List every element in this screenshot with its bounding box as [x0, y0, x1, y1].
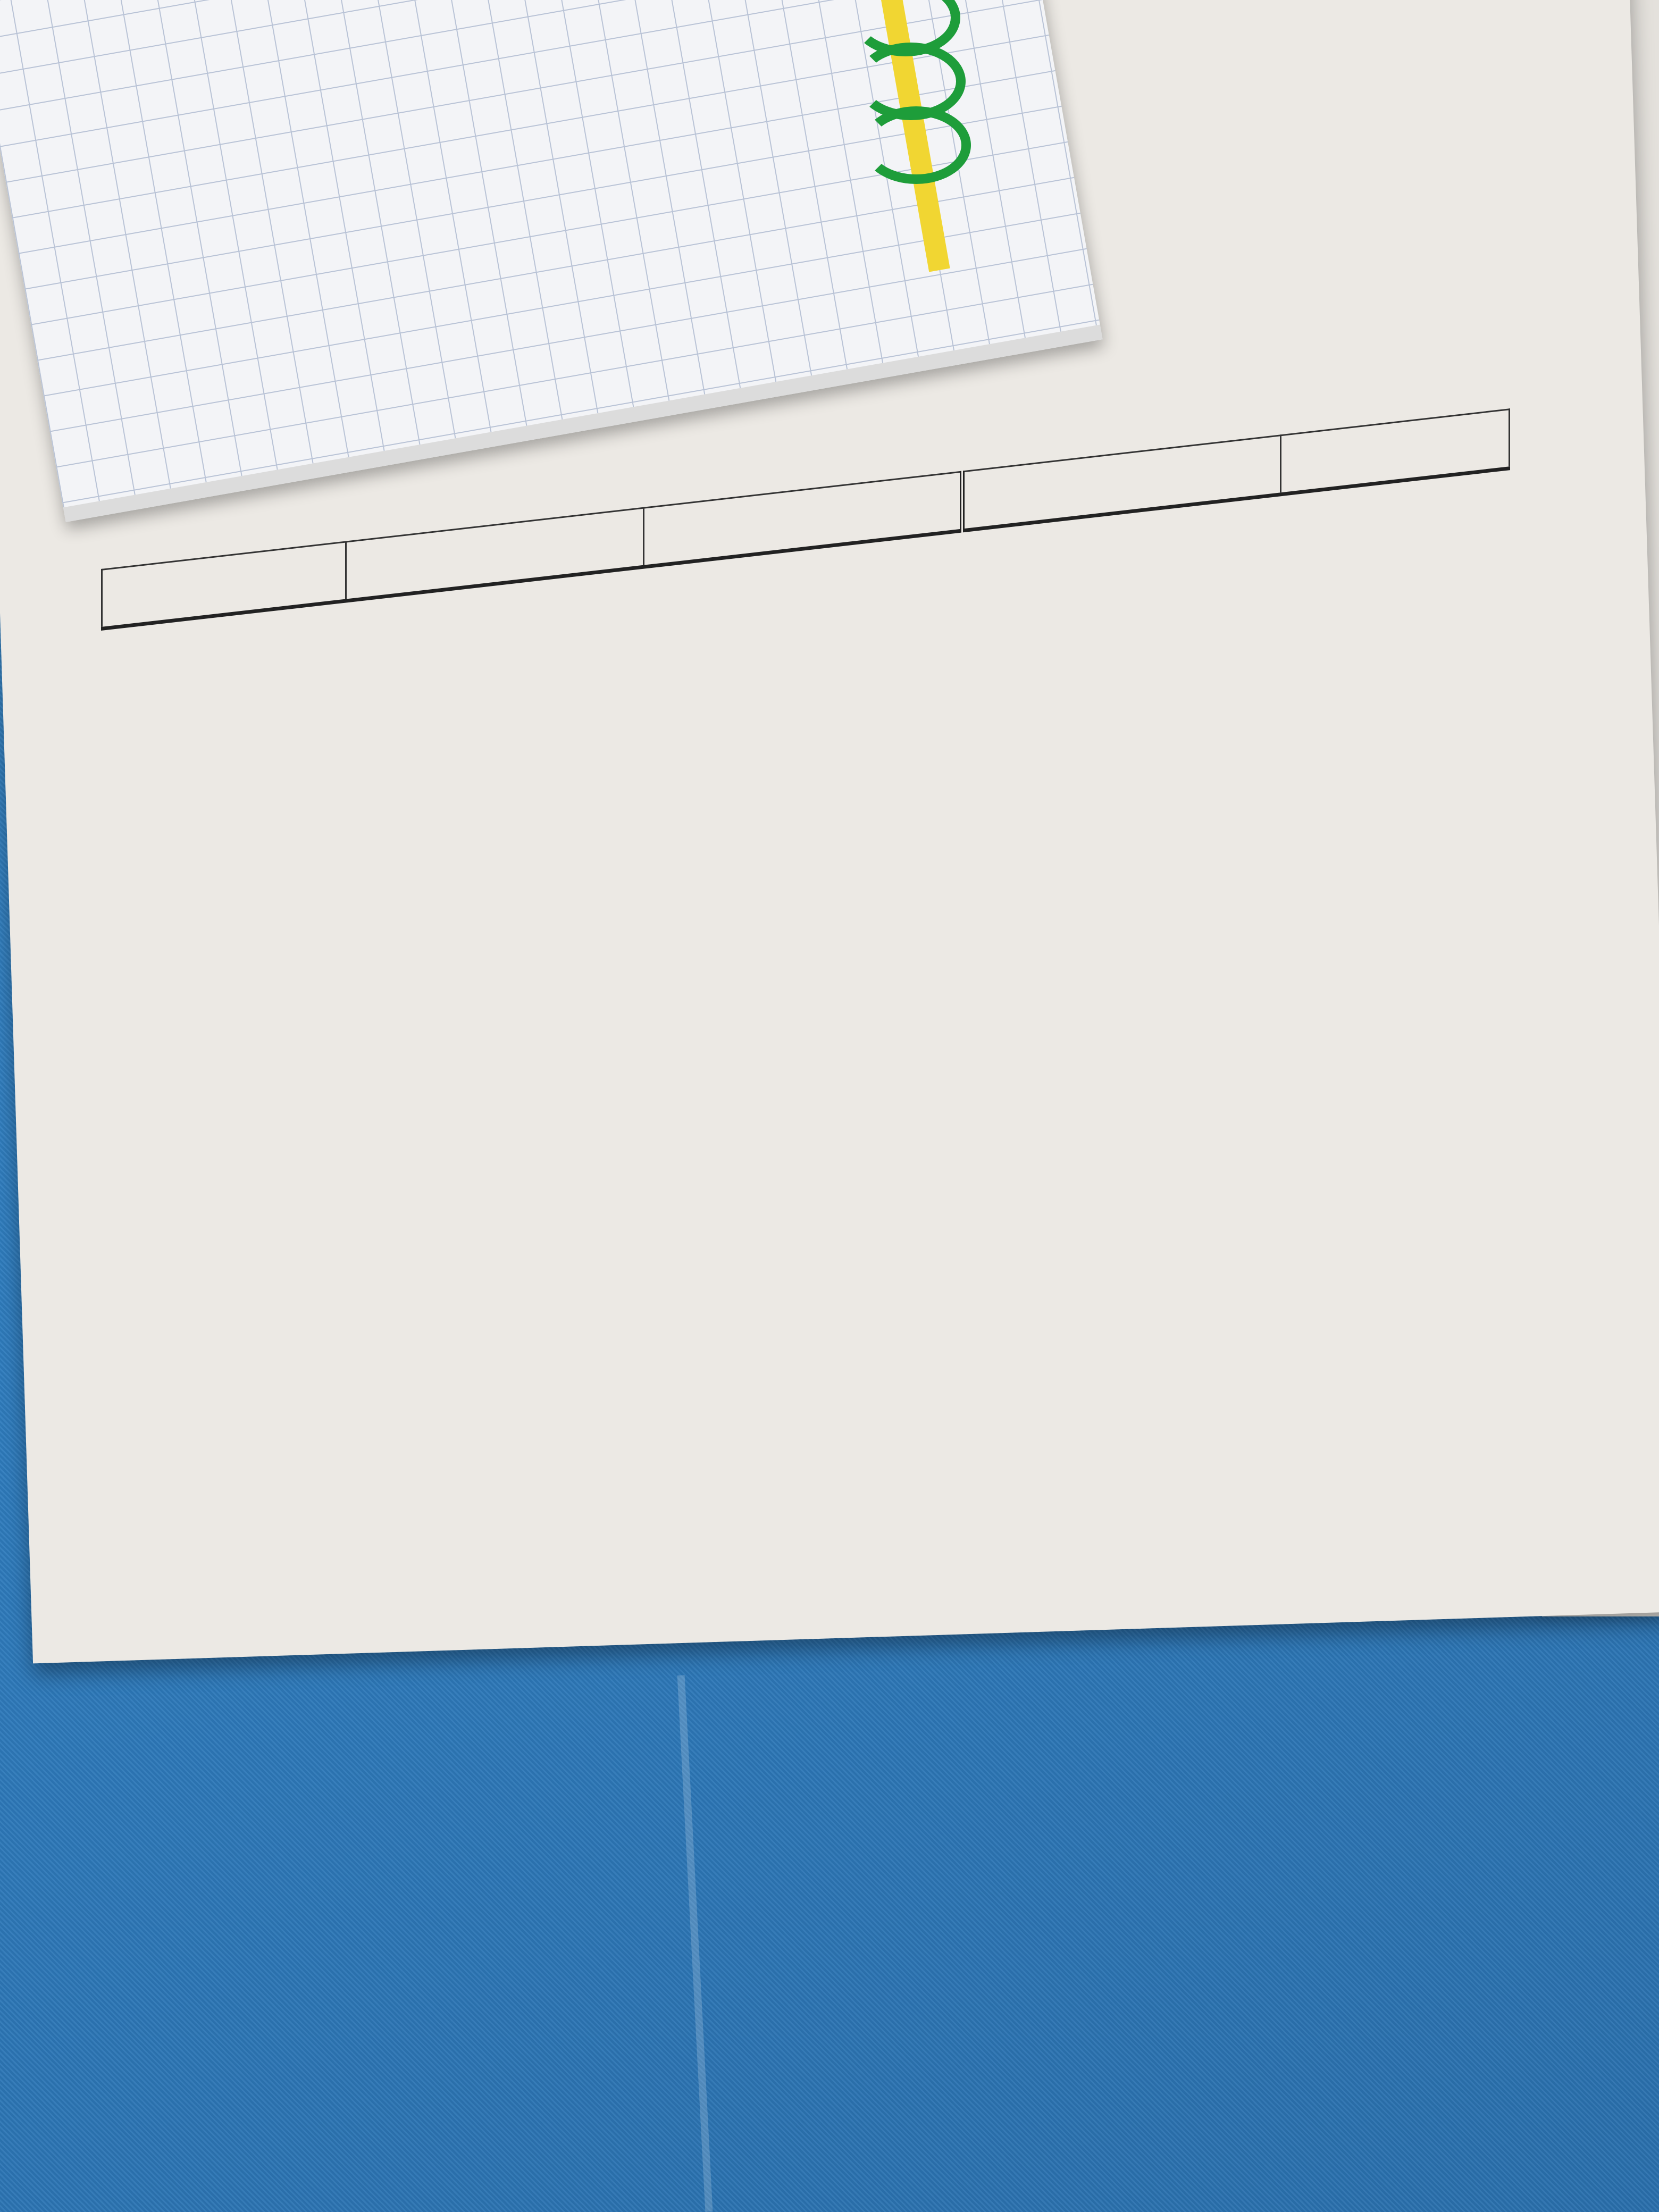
spiral-ring	[861, 106, 971, 184]
